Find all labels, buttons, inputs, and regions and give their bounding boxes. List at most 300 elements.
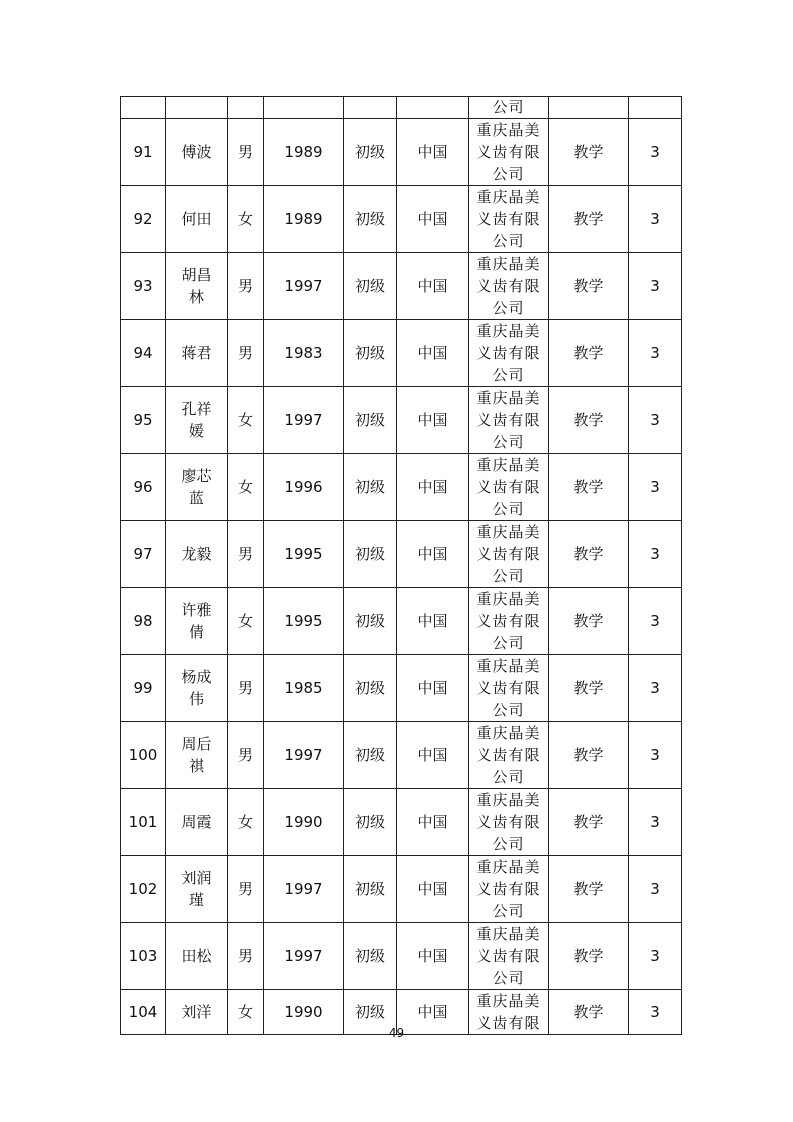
cell-level-text: 初级	[354, 679, 385, 697]
cell-country-text: 中国	[417, 679, 448, 697]
company-line: 重庆晶美	[476, 657, 541, 675]
cell-gender-text: 男	[237, 143, 253, 161]
cell-level-text: 初级	[354, 210, 385, 228]
company-line: 重庆晶美	[476, 791, 541, 809]
cell-year	[264, 655, 344, 722]
cell-country	[397, 923, 469, 990]
company-line: 公司	[492, 366, 525, 384]
name-line: 龙毅	[181, 545, 212, 563]
cell-company	[469, 588, 549, 655]
name-line: 蓝	[188, 489, 204, 507]
cell-gender	[228, 588, 264, 655]
cell-level-text: 初级	[354, 746, 385, 764]
cell-name	[166, 186, 228, 253]
cell-job-text: 教学	[573, 947, 604, 965]
cell-country-text: 中国	[417, 210, 448, 228]
cell-score-text: 3	[650, 478, 660, 496]
company-line: 重庆晶美	[476, 724, 541, 742]
name-line: 祺	[188, 757, 204, 775]
cell-gender-text: 女	[237, 612, 253, 630]
cell-no-text: 100	[128, 746, 158, 764]
cell-level-text: 初级	[354, 1003, 385, 1021]
cell-level	[344, 119, 397, 186]
cell-country	[397, 789, 469, 856]
table-row	[121, 923, 682, 990]
cell-gender-text: 男	[237, 947, 253, 965]
cell-year	[264, 186, 344, 253]
cell-name	[166, 119, 228, 186]
cell-gender-text: 男	[237, 880, 253, 898]
cell-no-text: 94	[133, 344, 153, 362]
cell-year	[264, 320, 344, 387]
cell-job	[549, 722, 629, 789]
cell-company	[469, 186, 549, 253]
cell-gender-text: 男	[237, 545, 253, 563]
cell-company	[469, 119, 549, 186]
cell-score-text: 3	[650, 545, 660, 563]
cell-company	[469, 97, 549, 119]
cell-year-text: 1985	[284, 679, 323, 697]
cell-year	[264, 253, 344, 320]
cell-country-text: 中国	[417, 478, 448, 496]
cell-country	[397, 856, 469, 923]
cell-level	[344, 186, 397, 253]
cell-name	[166, 253, 228, 320]
cell-gender	[228, 387, 264, 454]
cell-no-text: 102	[128, 880, 158, 898]
cell-gender-text: 女	[237, 813, 253, 831]
cell-no	[121, 789, 166, 856]
cell-job-text: 教学	[573, 143, 604, 161]
cell-level-text: 初级	[354, 813, 385, 831]
cell-country	[397, 320, 469, 387]
cell-country	[397, 387, 469, 454]
cell-gender-text: 女	[237, 1003, 253, 1021]
cell-score-text: 3	[650, 277, 660, 295]
cell-level	[344, 97, 397, 119]
cell-year	[264, 119, 344, 186]
cell-name	[166, 454, 228, 521]
cell-level-text: 初级	[354, 143, 385, 161]
cell-country	[397, 588, 469, 655]
cell-job	[549, 320, 629, 387]
cell-no	[121, 923, 166, 990]
table-row	[121, 521, 682, 588]
cell-job-text: 教学	[573, 277, 604, 295]
cell-company	[469, 923, 549, 990]
cell-country-text: 中国	[417, 612, 448, 630]
cell-name	[166, 320, 228, 387]
cell-score	[629, 119, 682, 186]
cell-gender	[228, 789, 264, 856]
cell-level	[344, 387, 397, 454]
cell-no-text: 101	[128, 813, 158, 831]
cell-company	[469, 521, 549, 588]
cell-score-text: 3	[650, 344, 660, 362]
cell-score-text: 3	[650, 1003, 660, 1021]
cell-year	[264, 789, 344, 856]
cell-level-text: 初级	[354, 344, 385, 362]
cell-score-text: 3	[650, 143, 660, 161]
cell-gender	[228, 722, 264, 789]
cell-year-text: 1997	[284, 880, 323, 898]
cell-year-text: 1990	[284, 813, 323, 831]
cell-no	[121, 454, 166, 521]
cell-score	[629, 97, 682, 119]
company-line: 重庆晶美	[476, 456, 541, 474]
cell-year-text: 1989	[284, 210, 323, 228]
table-row	[121, 789, 682, 856]
cell-country	[397, 521, 469, 588]
cell-no	[121, 97, 166, 119]
company-line: 重庆晶美	[476, 188, 541, 206]
company-line: 重庆晶美	[476, 523, 541, 541]
cell-score	[629, 253, 682, 320]
name-line: 伟	[188, 690, 204, 708]
cell-country	[397, 722, 469, 789]
cell-year-text: 1997	[284, 746, 323, 764]
company-line: 重庆晶美	[476, 858, 541, 876]
cell-score-text: 3	[650, 411, 660, 429]
company-line: 重庆晶美	[476, 992, 541, 1010]
company-line: 义齿有限	[476, 1014, 541, 1032]
cell-gender	[228, 521, 264, 588]
cell-level-text: 初级	[354, 947, 385, 965]
cell-level	[344, 521, 397, 588]
cell-year-text: 1997	[284, 411, 323, 429]
cell-gender	[228, 655, 264, 722]
cell-year	[264, 588, 344, 655]
cell-job-text: 教学	[573, 210, 604, 228]
company-line: 义齿有限	[476, 679, 541, 697]
cell-gender	[228, 186, 264, 253]
name-line: 杨成	[181, 668, 212, 686]
cell-name	[166, 387, 228, 454]
cell-country	[397, 186, 469, 253]
cell-score	[629, 655, 682, 722]
cell-year-text: 1995	[284, 545, 323, 563]
cell-level	[344, 588, 397, 655]
cell-no-text: 93	[133, 277, 153, 295]
company-line: 义齿有限	[476, 344, 541, 362]
company-line: 公司	[492, 835, 525, 853]
cell-job-text: 教学	[573, 813, 604, 831]
cell-job	[549, 655, 629, 722]
table-row	[121, 387, 682, 454]
cell-year	[264, 97, 344, 119]
cell-level-text: 初级	[354, 612, 385, 630]
name-line: 周后	[181, 735, 212, 753]
cell-name	[166, 588, 228, 655]
cell-gender-text: 女	[237, 478, 253, 496]
cell-year-text: 1997	[284, 277, 323, 295]
cell-level-text: 初级	[354, 545, 385, 563]
cell-gender	[228, 923, 264, 990]
company-line: 重庆晶美	[476, 925, 541, 943]
cell-year	[264, 856, 344, 923]
company-line: 公司	[492, 500, 525, 518]
cell-country	[397, 655, 469, 722]
cell-job	[549, 588, 629, 655]
cell-no	[121, 387, 166, 454]
company-line: 公司	[492, 165, 525, 183]
company-line: 公司	[492, 701, 525, 719]
cell-no	[121, 655, 166, 722]
company-line: 重庆晶美	[476, 389, 541, 407]
cell-name	[166, 789, 228, 856]
cell-score-text: 3	[650, 210, 660, 228]
cell-score-text: 3	[650, 947, 660, 965]
cell-score-text: 3	[650, 679, 660, 697]
cell-level	[344, 856, 397, 923]
cell-level-text: 初级	[354, 478, 385, 496]
cell-country-text: 中国	[417, 947, 448, 965]
cell-score	[629, 521, 682, 588]
cell-company	[469, 454, 549, 521]
cell-country	[397, 253, 469, 320]
cell-job-text: 教学	[573, 478, 604, 496]
roster-body	[121, 97, 682, 1035]
cell-level	[344, 722, 397, 789]
company-line: 义齿有限	[476, 143, 541, 161]
cell-no-text: 99	[133, 679, 153, 697]
cell-country-text: 中国	[417, 545, 448, 563]
cell-job	[549, 789, 629, 856]
page-number: 49	[388, 1026, 405, 1040]
cell-year-text: 1995	[284, 612, 323, 630]
cell-year-text: 1997	[284, 947, 323, 965]
name-line: 孔祥	[181, 400, 212, 418]
cell-country	[397, 97, 469, 119]
cell-level	[344, 789, 397, 856]
table-row	[121, 722, 682, 789]
company-line: 公司	[492, 567, 525, 585]
company-line: 公司	[492, 299, 525, 317]
cell-score	[629, 722, 682, 789]
cell-company	[469, 387, 549, 454]
table-row	[121, 119, 682, 186]
cell-no-text: 103	[128, 947, 158, 965]
cell-name	[166, 923, 228, 990]
cell-job	[549, 856, 629, 923]
company-line: 公司	[492, 433, 525, 451]
cell-level-text: 初级	[354, 880, 385, 898]
table-row	[121, 588, 682, 655]
cell-score-text: 3	[650, 880, 660, 898]
cell-score	[629, 320, 682, 387]
cell-company	[469, 253, 549, 320]
name-line: 胡昌	[181, 266, 212, 284]
company-line: 公司	[492, 969, 525, 987]
cell-no	[121, 722, 166, 789]
company-line: 重庆晶美	[476, 121, 541, 139]
cell-no-text: 91	[133, 143, 153, 161]
cell-gender	[228, 253, 264, 320]
cell-gender	[228, 856, 264, 923]
cell-name	[166, 856, 228, 923]
company-line: 义齿有限	[476, 612, 541, 630]
cell-score-text: 3	[650, 612, 660, 630]
cell-year	[264, 454, 344, 521]
company-line: 重庆晶美	[476, 255, 541, 273]
name-line: 倩	[188, 623, 204, 641]
company-line: 义齿有限	[476, 813, 541, 831]
company-line: 重庆晶美	[476, 322, 541, 340]
cell-job	[549, 454, 629, 521]
cell-no-text: 92	[133, 210, 153, 228]
cell-name	[166, 97, 228, 119]
cell-job-text: 教学	[573, 880, 604, 898]
cell-no	[121, 588, 166, 655]
cell-job-text: 教学	[573, 679, 604, 697]
cell-job-text: 教学	[573, 612, 604, 630]
cell-job	[549, 923, 629, 990]
cell-score	[629, 923, 682, 990]
company-line: 重庆晶美	[476, 590, 541, 608]
cell-job	[549, 119, 629, 186]
cell-level	[344, 923, 397, 990]
cell-job-text: 教学	[573, 1003, 604, 1021]
cell-no-text: 95	[133, 411, 153, 429]
cell-country	[397, 454, 469, 521]
cell-score	[629, 789, 682, 856]
cell-no-text: 104	[128, 1003, 158, 1021]
cell-score	[629, 856, 682, 923]
table-row	[121, 320, 682, 387]
cell-job	[549, 387, 629, 454]
cell-level	[344, 320, 397, 387]
cell-no-text: 98	[133, 612, 153, 630]
company-line: 公司	[492, 98, 525, 116]
cell-gender-text: 男	[237, 679, 253, 697]
table-row	[121, 856, 682, 923]
cell-no	[121, 119, 166, 186]
company-line: 义齿有限	[476, 277, 541, 295]
cell-gender	[228, 454, 264, 521]
cell-year	[264, 722, 344, 789]
company-line: 公司	[492, 902, 525, 920]
cell-no	[121, 856, 166, 923]
cell-country-text: 中国	[417, 880, 448, 898]
table-row	[121, 454, 682, 521]
cell-country-text: 中国	[417, 277, 448, 295]
cell-country-text: 中国	[417, 143, 448, 161]
cell-name	[166, 722, 228, 789]
name-line: 傅波	[181, 143, 212, 161]
cell-job	[549, 97, 629, 119]
name-line: 周霞	[181, 813, 212, 831]
cell-country-text: 中国	[417, 411, 448, 429]
table-row	[121, 655, 682, 722]
cell-level-text: 初级	[354, 411, 385, 429]
cell-gender-text: 男	[237, 344, 253, 362]
name-line: 刘洋	[181, 1003, 212, 1021]
company-line: 义齿有限	[476, 478, 541, 496]
name-line: 田松	[181, 947, 212, 965]
company-line: 义齿有限	[476, 947, 541, 965]
cell-gender	[228, 97, 264, 119]
cell-job-text: 教学	[573, 545, 604, 563]
cell-level	[344, 655, 397, 722]
continued-row	[121, 97, 682, 119]
cell-country-text: 中国	[417, 344, 448, 362]
cell-no	[121, 521, 166, 588]
cell-score-text: 3	[650, 813, 660, 831]
cell-name	[166, 521, 228, 588]
cell-score	[629, 186, 682, 253]
name-line: 廖芯	[181, 467, 212, 485]
cell-country	[397, 119, 469, 186]
cell-gender	[228, 119, 264, 186]
name-line: 刘润	[181, 869, 212, 887]
cell-year-text: 1990	[284, 1003, 323, 1021]
table-row	[121, 253, 682, 320]
company-line: 义齿有限	[476, 880, 541, 898]
cell-year-text: 1996	[284, 478, 323, 496]
name-line: 何田	[181, 210, 212, 228]
cell-gender	[228, 320, 264, 387]
name-line: 瑾	[188, 891, 204, 909]
cell-gender-text: 女	[237, 210, 253, 228]
cell-company	[469, 722, 549, 789]
cell-company	[469, 655, 549, 722]
company-line: 公司	[492, 634, 525, 652]
cell-job	[549, 253, 629, 320]
cell-gender-text: 男	[237, 277, 253, 295]
cell-gender-text: 女	[237, 411, 253, 429]
cell-country-text: 中国	[417, 746, 448, 764]
cell-level	[344, 454, 397, 521]
cell-name	[166, 655, 228, 722]
cell-no-text: 96	[133, 478, 153, 496]
cell-job-text: 教学	[573, 746, 604, 764]
cell-job	[549, 521, 629, 588]
cell-no-text: 97	[133, 545, 153, 563]
cell-no	[121, 186, 166, 253]
cell-score-text: 3	[650, 746, 660, 764]
cell-year	[264, 521, 344, 588]
company-line: 义齿有限	[476, 545, 541, 563]
cell-gender-text: 男	[237, 746, 253, 764]
cell-score	[629, 454, 682, 521]
cell-country-text: 中国	[417, 1003, 448, 1021]
cell-no	[121, 253, 166, 320]
company-line: 义齿有限	[476, 411, 541, 429]
cell-level	[344, 253, 397, 320]
company-line: 公司	[492, 768, 525, 786]
cell-level-text: 初级	[354, 277, 385, 295]
cell-year	[264, 923, 344, 990]
name-line: 许雅	[181, 601, 212, 619]
cell-job-text: 教学	[573, 344, 604, 362]
table-row	[121, 186, 682, 253]
cell-score	[629, 387, 682, 454]
name-line: 林	[188, 288, 204, 306]
company-line: 义齿有限	[476, 210, 541, 228]
roster-table	[120, 96, 682, 1035]
company-line: 义齿有限	[476, 746, 541, 764]
cell-year-text: 1983	[284, 344, 323, 362]
cell-company	[469, 320, 549, 387]
company-line: 公司	[492, 232, 525, 250]
cell-company	[469, 856, 549, 923]
cell-country-text: 中国	[417, 813, 448, 831]
name-line: 媛	[188, 422, 204, 440]
name-line: 蒋君	[181, 344, 212, 362]
cell-year-text: 1989	[284, 143, 323, 161]
cell-job-text: 教学	[573, 411, 604, 429]
cell-job	[549, 186, 629, 253]
